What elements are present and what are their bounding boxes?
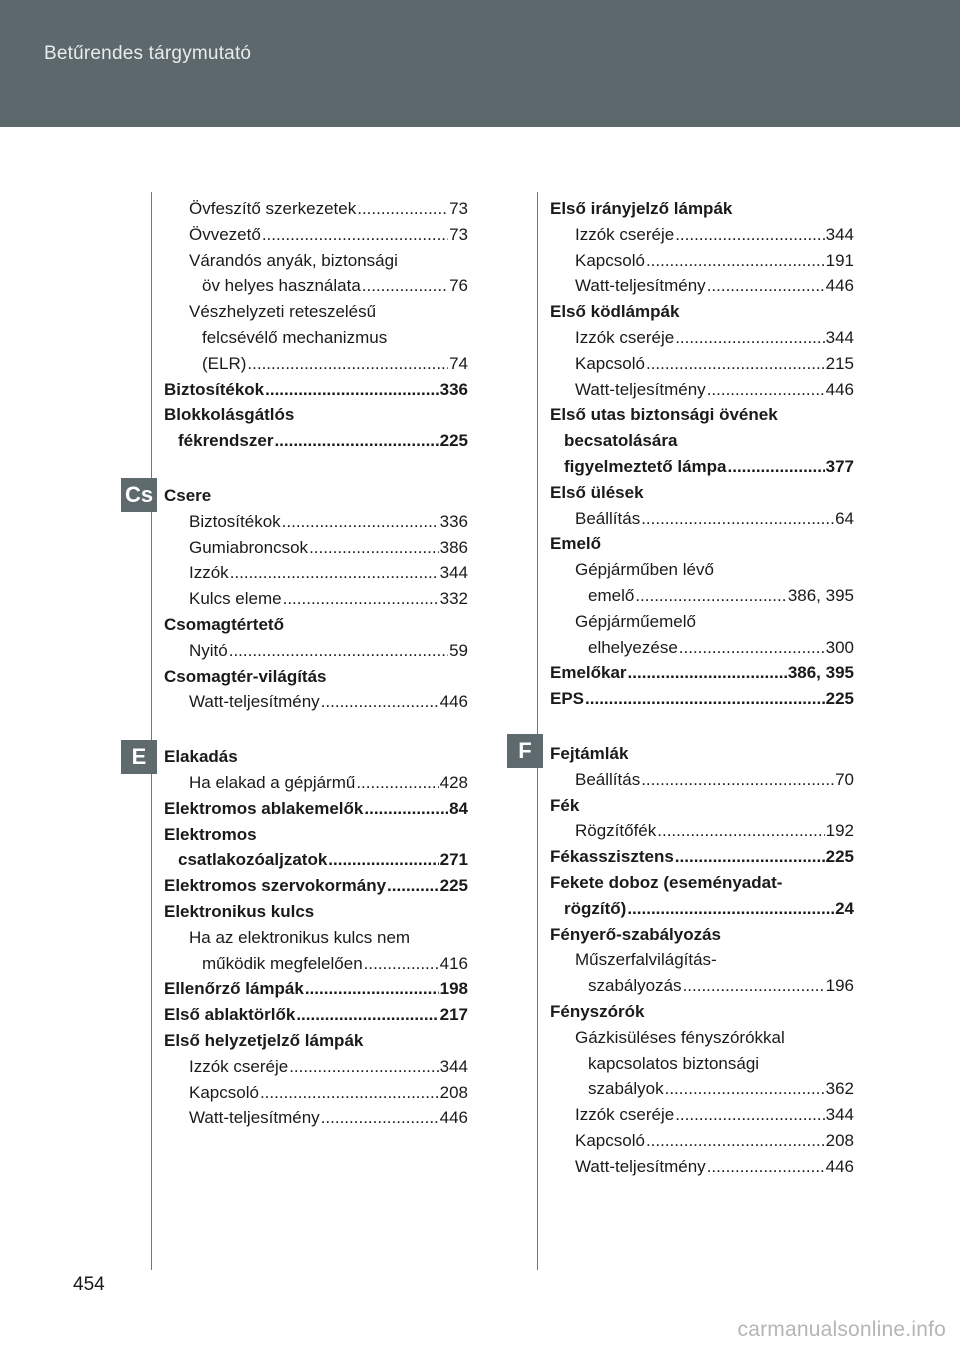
index-entry-page: 208 xyxy=(825,1130,854,1150)
index-entry-term: fékrendszer xyxy=(178,431,274,451)
index-entry xyxy=(164,483,468,509)
index-entry xyxy=(164,1105,468,1131)
dot-leader xyxy=(585,686,825,712)
index-entry-term: Övvezető xyxy=(189,224,261,244)
index-entry-page: 344 xyxy=(825,327,854,347)
index-entry xyxy=(164,1028,468,1054)
index-entry xyxy=(550,686,854,712)
index-entry xyxy=(550,660,854,686)
dot-leader xyxy=(646,1128,825,1154)
index-entry-page: 344 xyxy=(439,563,468,583)
index-entry xyxy=(550,1102,854,1128)
index-entry xyxy=(164,796,468,822)
index-entry-page: 225 xyxy=(439,876,468,896)
index-entry-term: Kulcs eleme xyxy=(189,589,282,609)
index-entry-term: öv helyes használata xyxy=(202,276,361,296)
index-entry-term: Elektromos ablakemelők xyxy=(164,798,364,818)
dot-leader xyxy=(707,377,825,403)
dot-leader xyxy=(357,196,448,222)
index-entry xyxy=(550,402,854,428)
index-entry xyxy=(164,222,468,248)
index-entry xyxy=(550,793,854,819)
index-entry xyxy=(164,509,468,535)
dot-leader xyxy=(641,506,834,532)
index-entry xyxy=(164,248,468,274)
dot-leader xyxy=(364,796,448,822)
index-entry-term: Fekete doboz (eseményadat- xyxy=(550,872,783,892)
index-entry-term: Izzók cseréje xyxy=(575,327,675,347)
index-entry-term: Watt-teljesítmény xyxy=(189,1108,320,1128)
index-entry-term: Elektromos szervokormány xyxy=(164,876,387,896)
index-entry xyxy=(164,612,468,638)
index-entry-page: 386, 395 xyxy=(787,585,854,605)
index-entry xyxy=(550,351,854,377)
index-entry-term: Első helyzetjelző lámpák xyxy=(164,1030,364,1050)
dot-leader xyxy=(230,560,439,586)
index-entry xyxy=(164,744,468,770)
index-entry-term: Watt-teljesítmény xyxy=(189,692,320,712)
dot-leader xyxy=(321,1105,439,1131)
index-entry xyxy=(164,951,468,977)
index-entry-term: Kapcsoló xyxy=(575,1130,645,1150)
letter-tab-e: E xyxy=(121,740,157,774)
index-entry-term: Várandós anyák, biztonsági xyxy=(189,250,398,270)
index-entry xyxy=(550,1025,854,1051)
index-entry-page: 344 xyxy=(439,1056,468,1076)
index-entry-term: Emelőkar xyxy=(550,663,627,683)
dot-leader xyxy=(641,767,834,793)
dot-leader xyxy=(627,896,834,922)
index-entry-page: 217 xyxy=(439,1005,468,1025)
index-entry-page: 225 xyxy=(825,689,854,709)
dot-leader xyxy=(675,1102,824,1128)
dot-leader xyxy=(387,873,439,899)
index-entry xyxy=(550,609,854,635)
index-entry-page: 332 xyxy=(439,589,468,609)
index-entry-term: Első irányjelző lámpák xyxy=(550,199,733,218)
dot-leader xyxy=(707,1154,825,1180)
index-entry xyxy=(164,899,468,925)
index-entry-page: 73 xyxy=(449,224,468,244)
index-entry xyxy=(550,531,854,557)
index-entry-term: Fényerő-szabályozás xyxy=(550,924,722,944)
index-entry-term: Emelő xyxy=(550,534,602,554)
dot-leader xyxy=(321,689,439,715)
index-entry xyxy=(550,1051,854,1077)
index-entry xyxy=(550,818,854,844)
dot-leader xyxy=(305,976,439,1002)
index-entry-page: 191 xyxy=(825,250,854,270)
index-entry xyxy=(164,1002,468,1028)
index-entry xyxy=(164,196,468,222)
index-entry-term: Csere xyxy=(164,485,212,505)
index-entry-page: 386 xyxy=(439,537,468,557)
index-entry-page: 446 xyxy=(825,1156,854,1176)
index-entry xyxy=(550,583,854,609)
index-entry xyxy=(550,222,854,248)
index-entry xyxy=(164,325,468,351)
letter-tab-f: F xyxy=(507,734,543,768)
page-header xyxy=(0,0,960,127)
index-entry xyxy=(550,196,854,222)
dot-leader xyxy=(289,1054,438,1080)
index-entry-term: Fékasszisztens xyxy=(550,847,674,867)
index-entry-term: Biztosítékok xyxy=(189,511,281,531)
dot-leader xyxy=(665,1076,825,1102)
index-entry-page: 225 xyxy=(439,431,468,451)
index-entry-page: 446 xyxy=(825,276,854,296)
index-entry-page: 208 xyxy=(439,1082,468,1102)
index-entry xyxy=(550,999,854,1025)
index-entry-page: 271 xyxy=(439,850,468,870)
index-entry xyxy=(164,847,468,873)
index-entry xyxy=(550,325,854,351)
index-entry-term: Vészhelyzeti reteszelésű xyxy=(189,302,377,322)
index-entry-term: becsatolására xyxy=(564,431,678,451)
index-entry-term: Gépjárműemelő xyxy=(575,611,696,631)
index-entry-term: Elektromos xyxy=(164,824,257,844)
dot-leader xyxy=(282,509,439,535)
index-entry-page: 377 xyxy=(825,456,854,476)
index-entry xyxy=(164,976,468,1002)
dot-leader xyxy=(309,535,439,561)
index-entry xyxy=(164,925,468,951)
index-entry-term: Csomagtértető xyxy=(164,614,284,634)
index-entry-term: kapcsolatos biztonsági xyxy=(588,1053,760,1073)
dot-leader xyxy=(707,273,825,299)
index-entry xyxy=(164,638,468,664)
index-entry-term: Fék xyxy=(550,795,580,815)
index-entry xyxy=(550,767,854,793)
index-entry-page: 198 xyxy=(439,979,468,999)
dot-leader xyxy=(283,586,439,612)
index-entry-page: 196 xyxy=(825,976,854,996)
index-entry-term: működik megfelelően xyxy=(202,953,363,973)
index-entry xyxy=(550,844,854,870)
index-entry-page: 416 xyxy=(439,953,468,973)
index-entry-page: 300 xyxy=(825,637,854,657)
index-column-right xyxy=(550,196,854,1179)
index-entry xyxy=(164,560,468,586)
index-entry xyxy=(550,947,854,973)
dot-leader xyxy=(635,583,787,609)
index-entry xyxy=(550,273,854,299)
index-entry-page: 446 xyxy=(439,692,468,712)
dot-leader xyxy=(628,660,787,686)
index-entry-term: szabályozás xyxy=(588,976,682,996)
index-entry xyxy=(550,1128,854,1154)
index-entry-term: Biztosítékok xyxy=(164,379,265,399)
index-entry-term: Övfeszítő szerkezetek xyxy=(189,199,357,218)
index-entry-term: Rögzítőfék xyxy=(575,821,657,841)
index-entry-page: 336 xyxy=(439,511,468,531)
dot-leader xyxy=(356,770,438,796)
index-entry-term: Izzók cseréje xyxy=(575,1105,675,1125)
index-entry-term: figyelmeztető lámpa xyxy=(564,456,727,476)
index-entry-page: 215 xyxy=(825,353,854,373)
index-entry-term: Blokkolásgátlós xyxy=(164,405,295,425)
index-entry-page: 428 xyxy=(439,772,468,792)
watermark: carmanualsonline.info xyxy=(737,1318,946,1341)
index-entry xyxy=(164,1080,468,1106)
index-entry-term: Gázkisüléses fényszórókkal xyxy=(575,1027,785,1047)
index-entry-term: Fényszórók xyxy=(550,1001,645,1021)
index-entry-term: Elakadás xyxy=(164,747,238,767)
index-entry-page: 446 xyxy=(825,379,854,399)
index-entry xyxy=(164,586,468,612)
index-entry-term: Ha az elektronikus kulcs nem xyxy=(189,927,411,947)
index-entry-term: EPS xyxy=(550,689,585,709)
dot-leader xyxy=(296,1002,438,1028)
dot-leader xyxy=(260,1080,439,1106)
index-entry-page: 84 xyxy=(449,798,468,818)
index-entry xyxy=(550,973,854,999)
index-entry-term: Első ülések xyxy=(550,482,644,502)
index-entry xyxy=(550,896,854,922)
index-entry-term: Gumiabroncsok xyxy=(189,537,309,557)
index-entry-term: Első ablaktörlők xyxy=(164,1005,296,1025)
dot-leader xyxy=(675,325,824,351)
index-entry-term: Ha elakad a gépjármű xyxy=(189,772,356,792)
dot-leader xyxy=(675,844,825,870)
index-entry-term: Nyitó xyxy=(189,640,228,660)
dot-leader xyxy=(274,428,438,454)
dot-leader xyxy=(646,248,825,274)
index-entry-page: 70 xyxy=(835,769,854,789)
index-entry-page: 386, 395 xyxy=(787,663,854,683)
index-entry xyxy=(164,351,468,377)
index-entry xyxy=(164,535,468,561)
dot-leader xyxy=(265,377,438,403)
left-column-rule xyxy=(151,192,152,1270)
index-entry-page: 362 xyxy=(825,1079,854,1099)
index-entry-term: Ellenőrző lámpák xyxy=(164,979,304,999)
index-entry xyxy=(550,635,854,661)
index-entry-term: Csomagtér-világítás xyxy=(164,666,327,686)
index-entry xyxy=(164,873,468,899)
dot-leader xyxy=(728,454,825,480)
index-entry xyxy=(550,428,854,454)
page-number: 454 xyxy=(73,1274,105,1295)
index-entry-term: Műszerfalvilágítás- xyxy=(575,950,717,970)
index-entry-term: Beállítás xyxy=(575,508,641,528)
index-entry xyxy=(164,273,468,299)
index-entry-page: 24 xyxy=(835,898,854,918)
index-entry-term: felcsévélő mechanizmus xyxy=(202,327,388,347)
index-entry xyxy=(550,1154,854,1180)
index-entry xyxy=(164,1054,468,1080)
dot-leader xyxy=(675,222,824,248)
index-entry xyxy=(550,557,854,583)
dot-leader xyxy=(262,222,448,248)
index-entry xyxy=(550,377,854,403)
index-entry-term: Watt-teljesítmény xyxy=(575,379,706,399)
index-entry-term: Első utas biztonsági övének xyxy=(550,405,778,425)
index-entry-term: Kapcsoló xyxy=(575,250,645,270)
index-entry-page: 59 xyxy=(449,640,468,660)
index-entry-term: Elektronikus kulcs xyxy=(164,901,315,921)
index-entry xyxy=(550,741,854,767)
index-entry xyxy=(164,664,468,690)
index-entry xyxy=(164,689,468,715)
letter-tab-cs: Cs xyxy=(121,478,157,512)
index-entry xyxy=(550,454,854,480)
index-entry-term: Kapcsoló xyxy=(575,353,645,373)
index-entry-page: 64 xyxy=(835,508,854,528)
index-entry-page: 76 xyxy=(449,276,468,296)
index-entry-term: emelő xyxy=(588,585,635,605)
index-column-left xyxy=(164,196,468,1131)
index-entry-term: Gépjárműben lévő xyxy=(575,560,714,580)
index-entry-term: elhelyezése xyxy=(588,637,678,657)
index-entry-term: rögzítő) xyxy=(564,898,627,918)
header-title: Betűrendes tárgymutató xyxy=(44,43,252,64)
index-entry-term: Kapcsoló xyxy=(189,1082,259,1102)
index-entry xyxy=(164,402,468,428)
dot-leader xyxy=(657,818,824,844)
index-entry-page: 225 xyxy=(825,847,854,867)
index-entry xyxy=(550,506,854,532)
index-entry-term: Fejtámlák xyxy=(550,743,629,763)
index-entry xyxy=(164,822,468,848)
index-entry-page: 446 xyxy=(439,1108,468,1128)
index-entry-term: szabályok xyxy=(588,1079,664,1099)
dot-leader xyxy=(679,635,825,661)
index-entry-term: Watt-teljesítmény xyxy=(575,276,706,296)
right-column-rule xyxy=(537,192,538,1270)
index-entry-term: Izzók cseréje xyxy=(575,224,675,244)
dot-leader xyxy=(229,638,448,664)
index-entry xyxy=(550,870,854,896)
index-entry xyxy=(550,480,854,506)
dot-leader xyxy=(646,351,825,377)
index-entry xyxy=(164,299,468,325)
index-entry xyxy=(164,428,468,454)
index-entry xyxy=(164,377,468,403)
dot-leader xyxy=(362,273,448,299)
index-entry-term: (ELR) xyxy=(202,353,247,373)
index-entry-page: 344 xyxy=(825,1105,854,1125)
dot-leader xyxy=(328,847,438,873)
dot-leader xyxy=(247,351,448,377)
index-entry-term: Izzók cseréje xyxy=(189,1056,289,1076)
index-entry xyxy=(550,922,854,948)
index-entry xyxy=(550,248,854,274)
index-entry-term: Watt-teljesítmény xyxy=(575,1156,706,1176)
index-entry-page: 73 xyxy=(449,199,468,218)
dot-leader xyxy=(683,973,825,999)
index-entry-page: 74 xyxy=(449,353,468,373)
index-entry-page: 336 xyxy=(439,379,468,399)
index-entry xyxy=(164,770,468,796)
index-entry-term: Beállítás xyxy=(575,769,641,789)
index-entry xyxy=(550,299,854,325)
index-entry xyxy=(550,1076,854,1102)
index-entry-page: 344 xyxy=(825,224,854,244)
dot-leader xyxy=(364,951,439,977)
index-entry-term: Első ködlámpák xyxy=(550,302,680,322)
index-entry-term: Izzók xyxy=(189,563,229,583)
index-entry-term: csatlakozóaljzatok xyxy=(178,850,328,870)
index-entry-page: 192 xyxy=(825,821,854,841)
